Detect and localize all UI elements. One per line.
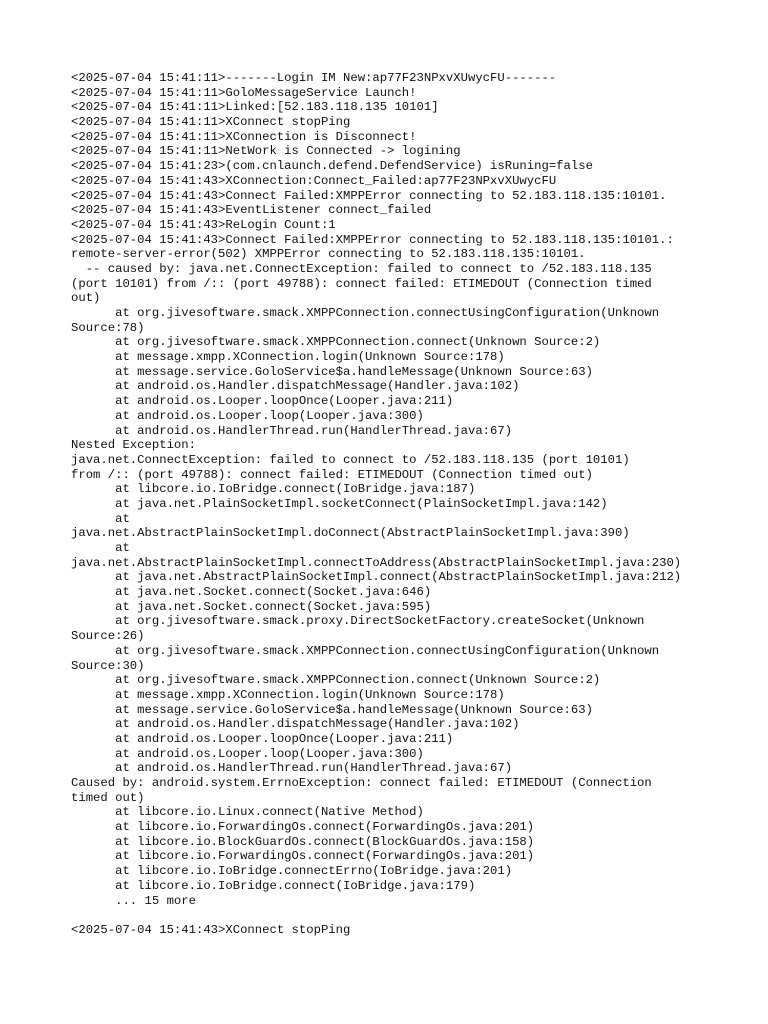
log-line: at android.os.Looper.loop(Looper.java:300) [71,746,424,761]
log-line: at [71,511,130,526]
log-line: at android.os.Handler.dispatchMessage(Handler.java:102) [71,717,520,732]
log-line: <2025-07-04 15:41:43>EventListener connect_failed [71,203,432,218]
log-line: timed out) [71,790,145,805]
log-line: at message.service.GoloService$a.handleMessage(Unknown Source:63) [71,364,593,379]
log-line: at message.service.GoloService$a.handleMessage(Unknown Source:63) [71,702,593,717]
log-line: <2025-07-04 15:41:11>Linked:[52.183.118.135 10101] [71,100,439,115]
log-line: at libcore.io.Linux.connect(Native Method) [71,805,424,820]
log-line: at java.net.AbstractPlainSocketImpl.connect(AbstractPlainSocketImpl.java:212) [71,570,682,585]
log-line: out) [71,291,101,306]
log-line: <2025-07-04 15:41:43>XConnect stopPing [71,922,351,937]
log-line: at org.jivesoftware.smack.XMPPConnection.connect(Unknown Source:2) [71,335,601,350]
log-line: java.net.AbstractPlainSocketImpl.doConnect(AbstractPlainSocketImpl.java:390) [71,526,630,541]
log-line: ... 15 more [71,893,196,908]
log-line: <2025-07-04 15:41:43>Connect Failed:XMPPError connecting to 52.183.118.135:10101.: [71,232,674,247]
log-line: <2025-07-04 15:41:43>ReLogin Count:1 [71,217,336,232]
log-line: (port 10101) from /:: (port 49788): connect failed: ETIMEDOUT (Connection timed [71,276,652,291]
log-line: at android.os.Looper.loopOnce(Looper.java:211) [71,731,454,746]
log-line: <2025-07-04 15:41:11>-------Login IM New:ap77F23NPxvXUwycFU------- [71,71,557,85]
log-line: Caused by: android.system.ErrnoException: connect failed: ETIMEDOUT (Connection [71,776,652,790]
log-line: java.net.ConnectException: failed to connect to /52.183.118.135 (port 10101) [71,452,630,467]
log-line: <2025-07-04 15:41:11>GoloMessageService Launch! [71,85,417,100]
log-line: at android.os.HandlerThread.run(HandlerThread.java:67) [71,423,513,438]
log-line: <2025-07-04 15:41:43>Connect Failed:XMPPError connecting to 52.183.118.135:10101. [71,188,667,203]
log-line: at android.os.Looper.loop(Looper.java:300) [71,408,424,423]
log-document [71,71,711,938]
log-line: at [71,541,130,555]
log-line: <2025-07-04 15:41:11>XConnection is Disconnect! [71,129,417,144]
log-line: at org.jivesoftware.smack.XMPPConnection.connectUsingConfiguration(Unknown [71,306,660,320]
log-line: <2025-07-04 15:41:11>XConnect stopPing [71,115,351,130]
log-line: at message.xmpp.XConnection.login(Unknown Source:178) [71,687,505,702]
log-line: -- caused by: java.net.ConnectException: failed to connect to /52.183.118.135 [71,261,652,276]
log-line: at android.os.Looper.loopOnce(Looper.java:211) [71,394,454,409]
log-line: from /:: (port 49788): connect failed: ETIMEDOUT (Connection timed out) [71,467,593,482]
log-line: <2025-07-04 15:41:23>(com.cnlaunch.defend.DefendService) isRuning=false [71,159,593,174]
log-line: at libcore.io.ForwardingOs.connect(ForwardingOs.java:201) [71,820,535,835]
log-line: Source:30) [71,658,145,673]
log-line: at libcore.io.IoBridge.connect(IoBridge.java:179) [71,878,476,893]
log-line [71,908,711,923]
log-line: Source:78) [71,320,145,335]
log-line: at android.os.Handler.dispatchMessage(Handler.java:102) [71,379,520,394]
log-line: at java.net.PlainSocketImpl.socketConnect(PlainSocketImpl.java:142) [71,496,608,511]
log-line: <2025-07-04 15:41:11>NetWork is Connected -> logining [71,144,461,159]
log-line: java.net.AbstractPlainSocketImpl.connectToAddress(AbstractPlainSocketImpl.java:230) [71,555,682,570]
log-line: at libcore.io.IoBridge.connectErrno(IoBridge.java:201) [71,864,513,879]
log-line: at org.jivesoftware.smack.proxy.DirectSocketFactory.createSocket(Unknown [71,614,645,629]
log-line: Nested Exception: [71,438,196,453]
log-line: at java.net.Socket.connect(Socket.java:646) [71,585,432,600]
log-line: at java.net.Socket.connect(Socket.java:595) [71,599,432,614]
log-line: at message.xmpp.XConnection.login(Unknown Source:178) [71,350,505,365]
log-line: at libcore.io.BlockGuardOs.connect(BlockGuardOs.java:158) [71,834,535,849]
log-line: <2025-07-04 15:41:43>XConnection:Connect_Failed:ap77F23NPxvXUwycFU [71,173,557,188]
log-line: at android.os.HandlerThread.run(HandlerThread.java:67) [71,761,513,776]
log-line: Source:26) [71,629,145,644]
log-line: at libcore.io.ForwardingOs.connect(ForwardingOs.java:201) [71,849,535,864]
log-line: remote-server-error(502) XMPPError connecting to 52.183.118.135:10101. [71,247,586,262]
log-line: at org.jivesoftware.smack.XMPPConnection.connect(Unknown Source:2) [71,673,601,688]
log-line: at libcore.io.IoBridge.connect(IoBridge.java:187) [71,482,476,497]
log-line: at org.jivesoftware.smack.XMPPConnection.connectUsingConfiguration(Unknown [71,643,660,658]
